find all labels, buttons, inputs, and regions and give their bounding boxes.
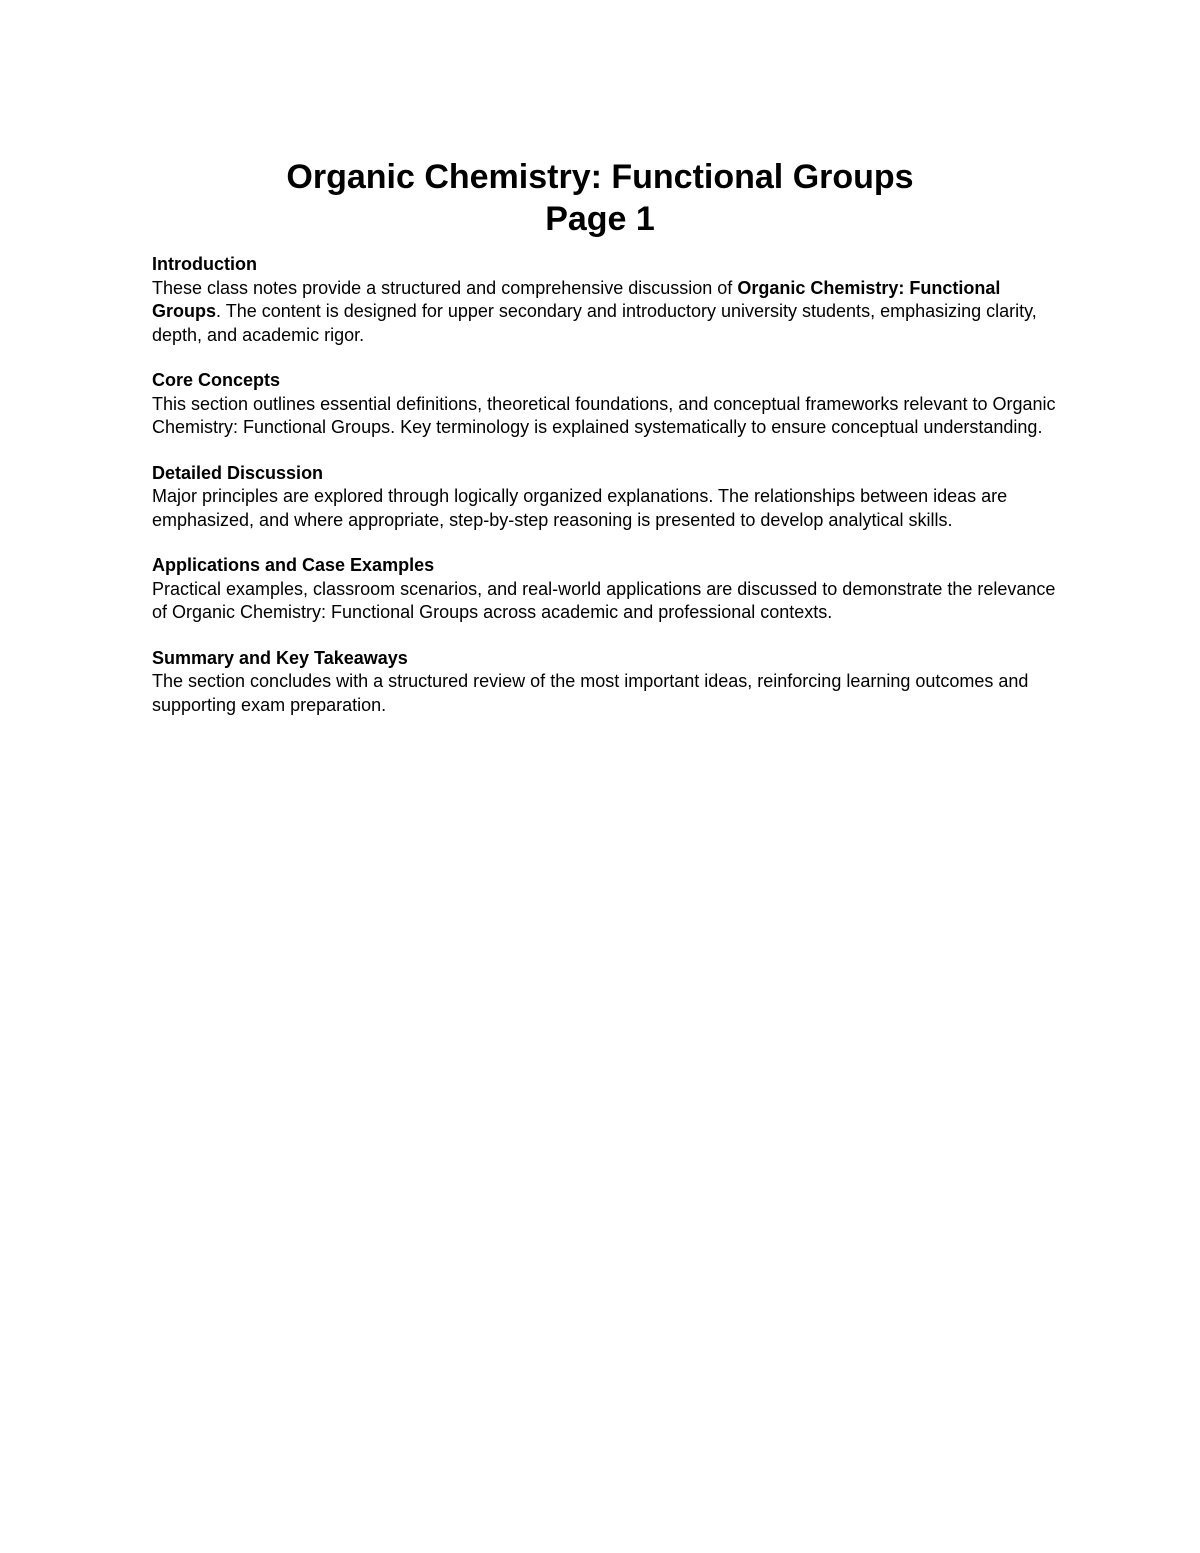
section-body — [152, 277, 1057, 348]
section-heading: Summary and Key Takeaways — [152, 647, 408, 668]
section-body: This section outlines essential definitions, theoretical foundations, and conceptual frameworks relevant to Organic Chemistry: Functional Groups. Key terminology is explained systematically to ensure conceptual understanding. — [152, 393, 1056, 437]
section-body: The section concludes with a structured review of the most important ideas, reinforcing learning outcomes and supporting exam preparation. — [152, 671, 1029, 715]
section-body: Practical examples, classroom scenarios, and real-world applications are discussed to demonstrate the relevance of Organic Chemistry: Functional Groups across academic and professional contexts. — [152, 578, 1056, 622]
body-text: These class notes provide a structured and comprehensive discussion of — [152, 277, 738, 298]
section-heading: Detailed Discussion — [152, 462, 324, 483]
section-heading: Introduction — [152, 254, 257, 274]
section-body: Major principles are explored through logically organized explanations. The relationships between ideas are emphasized, and where appropriate, step-by-step reasoning is presented to develop analytical skills. — [152, 486, 1008, 530]
section-introduction — [152, 253, 1057, 347]
document-title: Organic Chemistry: Functional Groups — [286, 158, 914, 196]
section-detailed-discussion — [152, 462, 1057, 533]
document-content — [152, 253, 1057, 739]
body-emphasis: Organic Chemistry: Functional Groups — [152, 277, 1001, 321]
section-heading: Core Concepts — [152, 370, 281, 390]
title-block — [0, 156, 1200, 240]
body-text: . The content is designed for upper secondary and introductory university students, emphasizing clarity, depth, and academic rigor. — [152, 301, 1037, 345]
page-label: Page 1 — [545, 200, 655, 238]
section-heading: Applications and Case Examples — [152, 555, 435, 575]
section-summary — [152, 647, 1057, 718]
section-applications — [152, 554, 1057, 625]
section-core-concepts — [152, 369, 1057, 440]
